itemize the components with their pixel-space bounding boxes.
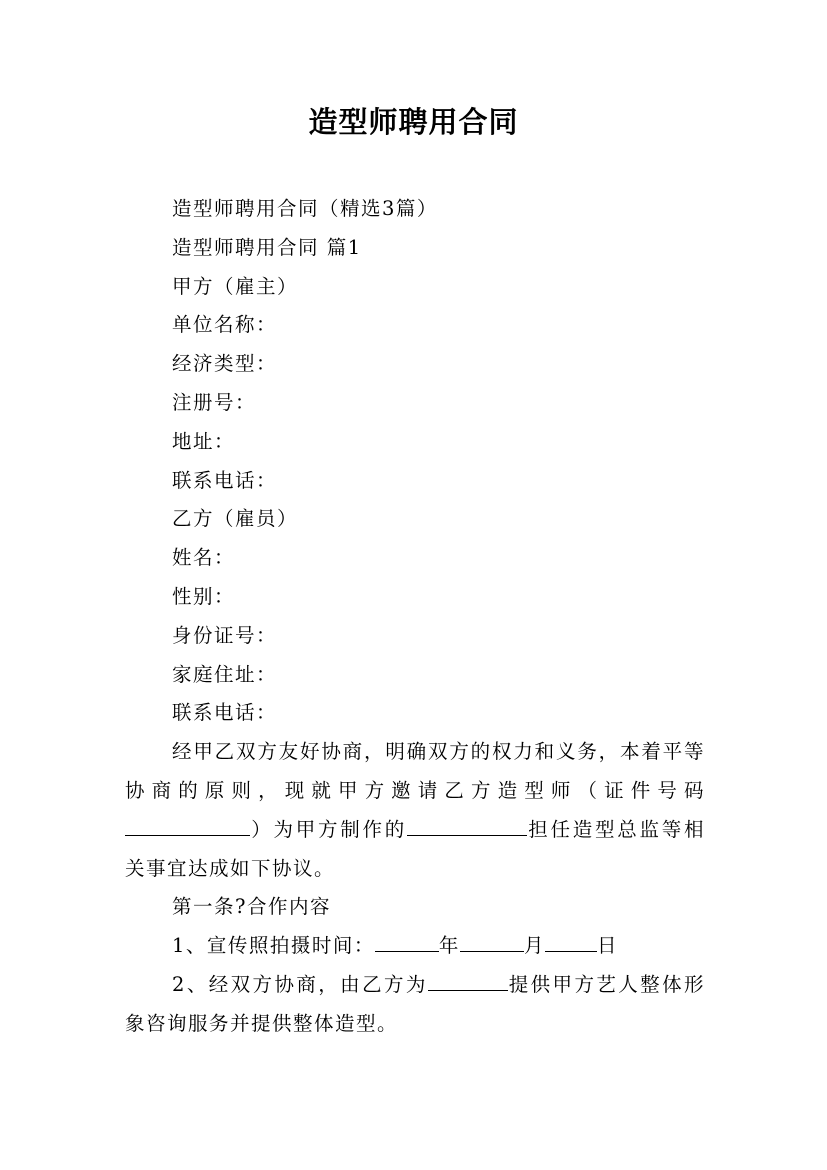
document-title: 造型师聘用合同 [308, 105, 519, 139]
field-name: 姓名： [172, 546, 236, 570]
field-gender: 性别： [172, 584, 236, 608]
day-blank [545, 933, 597, 953]
field-party-a-phone: 联系电话： [172, 468, 278, 492]
field-economic-type: 经济类型： [172, 352, 278, 376]
field-company-name: 单位名称： [172, 313, 278, 337]
agreement-text-part2: ）为甲方制作的 [250, 817, 407, 841]
document-body [125, 190, 705, 1044]
day-label: 日 [596, 934, 618, 958]
photo-shoot-date-line [125, 927, 705, 966]
month-blank [460, 933, 524, 953]
agreement-text-part3: 担任造型总监等相关事宜达成如下协议。 [125, 817, 705, 880]
field-address: 地址： [172, 429, 236, 453]
month-label: 月 [523, 934, 545, 958]
field-id-number: 身份证号： [172, 623, 278, 647]
agreement-text-part1: 经甲乙双方友好协商，明确双方的权力和义务，本着平等协商的原则，现就甲方邀请乙方造型师（证件号码 [125, 740, 705, 802]
party-b-heading: 乙方（雇员） [172, 507, 299, 531]
section-heading: 造型师聘用合同 篇1 [172, 235, 362, 259]
year-blank [375, 933, 439, 953]
field-party-b-phone: 联系电话： [172, 701, 278, 725]
subtitle-line: 造型师聘用合同（精选3篇） [172, 197, 438, 220]
field-registration-number: 注册号： [172, 390, 257, 414]
service-text-prefix: 2、经双方协商，由乙方为 [172, 972, 428, 996]
article-heading: 第一条?合作内容 [172, 895, 331, 919]
photo-shoot-date-label: 1、宣传照拍摄时间： [172, 934, 375, 958]
id-number-blank [125, 816, 250, 836]
agreement-paragraph [125, 733, 705, 888]
project-blank [407, 816, 527, 836]
party-a-heading: 甲方（雇主） [172, 274, 299, 298]
service-text-suffix: 提供甲方艺人整体形象咨询服务并提供整体造型。 [125, 972, 705, 1035]
service-paragraph [125, 966, 705, 1044]
recipient-blank [428, 971, 508, 991]
field-home-address: 家庭住址： [172, 662, 278, 686]
year-label: 年 [438, 934, 460, 958]
